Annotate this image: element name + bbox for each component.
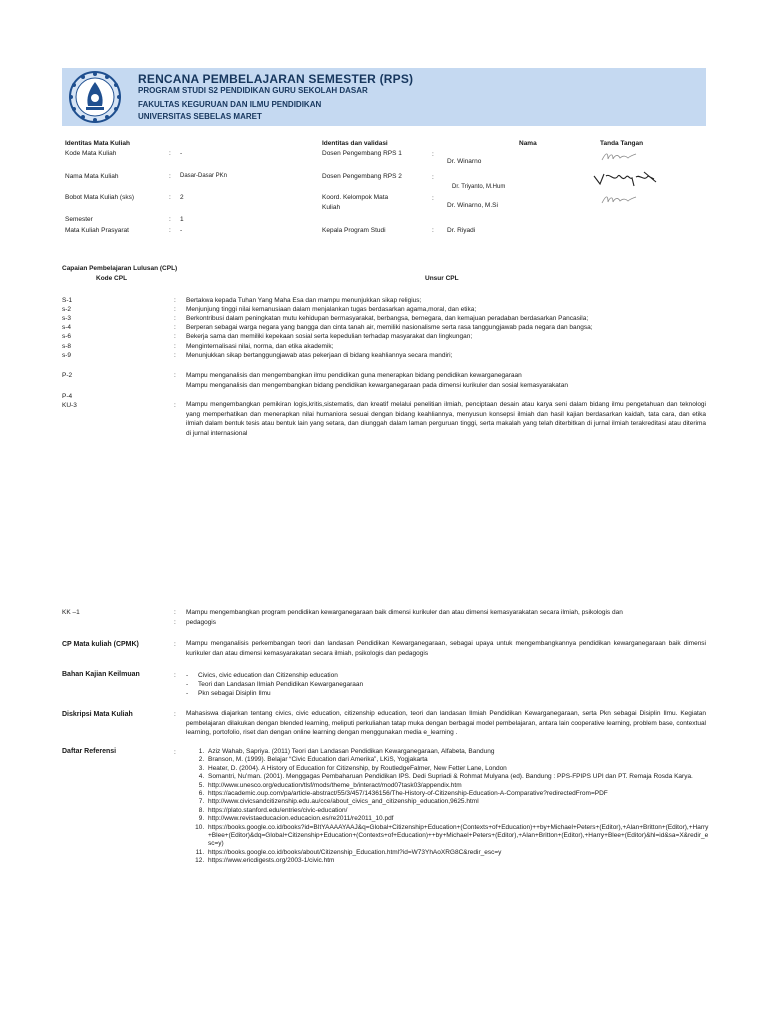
id-value-kode: - bbox=[180, 150, 183, 157]
id-value-nama: Dasar-Dasar PKn bbox=[180, 173, 228, 179]
cpl-text-kk1-line2: pedagogis bbox=[186, 619, 216, 626]
cpl-text-p2-line2: Mampu menganalisis dan mengembangkan bidang pendidikan kewarganegaraan pada dimensi kurikuler dan sosial kemasyarakatan bbox=[186, 382, 568, 389]
reference-link[interactable]: 9. http://www.revistaeducacion.educacion.es/re2011/re2011_10.pdf bbox=[206, 815, 710, 823]
val-colon: : bbox=[432, 174, 434, 181]
cpl-text: Bertakwa kepada Tuhan Yang Maha Esa dan mampu menunjukkan sikap religius; bbox=[186, 297, 422, 304]
cpmk-text: Mampu menganalisis perkembangan teori dan landasan Pendidikan Kewarganegaraan, sebagai upaya untuk mengembangkannya pendidikan kewarganegaraan baik dimensi kurikuler dan atau dimensi kemasyarakatan secara ilmiah, psikologis dan pedagogis bbox=[186, 640, 706, 657]
cpmk-label: CP Mata kuliah (CPMK) bbox=[62, 641, 139, 648]
id-value-semester: 1 bbox=[180, 216, 184, 223]
id-colon: : bbox=[169, 150, 171, 157]
val-colon: : bbox=[432, 195, 434, 202]
cpl-code-ku3: KU-3 bbox=[62, 402, 77, 409]
deskripsi-text: Mahasiswa diajarkan tentang civics, civic education, citizenship education, teori dan landasan Ilmiah Pendidikan Kewarganegaraan, serta Pkn sebagai Disiplin Ilmu. Kegiatan pembelajaran dilakukan dengan blended learning, meliputi perkuliahan tatap muka dengan berbagai model pembelajaran, antara lain cooperative learning, problem base, contextual learning, portofolio, riset dan dengan online learning dengan menggunakan media e_learning . bbox=[186, 710, 706, 736]
val-colon: : bbox=[432, 151, 434, 158]
cpl-code: s-3 bbox=[62, 315, 72, 322]
cpl-col-kode: Kode CPL bbox=[96, 275, 128, 282]
cpl-colon: : bbox=[174, 609, 176, 616]
val-name-kaprodi: Dr. Riyadi bbox=[447, 227, 476, 234]
program-name: PROGRAM STUDI S2 PENDIDIKAN GURU SEKOLAH DASAR bbox=[138, 86, 368, 95]
id-label-prasyarat: Mata Kuliah Prasyarat bbox=[65, 227, 129, 234]
val-name-rps2: Dr. Triyanto, M.Hum bbox=[452, 184, 506, 190]
cpl-text: Berkontribusi dalam peningkatan mutu kehidupan bermasyarakat, berbangsa, bernegara, dan kemajuan peradaban berdasarkan Pancasila; bbox=[186, 315, 589, 322]
reference-link[interactable]: 12. https://www.ericdigests.org/2003-1/civic.htm bbox=[206, 857, 710, 865]
bahan-item: Pkn sebagai Disiplin Ilmu bbox=[198, 690, 271, 697]
cpl-colon: : bbox=[174, 619, 176, 626]
deskripsi-colon: : bbox=[174, 711, 176, 718]
cpl-text: Berperan sebagai warga negara yang bangga dan cinta tanah air, memiliki nasionalisme serta rasa tanggungjawab pada negara dan bangsa; bbox=[186, 324, 593, 331]
val-label-koord-2: Kuliah bbox=[322, 204, 341, 211]
cpl-heading: Capaian Pembelajaran Lulusan (CPL) bbox=[62, 265, 178, 272]
reference-link[interactable]: 6. https://academic.oup.com/pa/article-abstract/55/3/457/1436156/The-History-of-Citizenship-Education-A-Comparative?redirectedFrom=PDF bbox=[206, 790, 710, 798]
id-colon: : bbox=[169, 194, 171, 201]
cpl-code: S-1 bbox=[62, 297, 73, 304]
cpl-text: Menjunjung tinggi nilai kemanusiaan dalam menjalankan tugas berdasarkan agama,moral, dan etika; bbox=[186, 306, 477, 313]
id-label-nama: Nama Mata Kuliah bbox=[65, 173, 119, 180]
cpl-code-kk1: KK –1 bbox=[62, 609, 80, 616]
val-label-rps1: Dosen Pengembang RPS 1 bbox=[322, 150, 402, 157]
id-colon: : bbox=[169, 227, 171, 234]
id-label-kode: Kode Mata Kuliah bbox=[65, 150, 117, 157]
reference-link[interactable]: 7. http://www.civicsandcitizenship.edu.au/cce/about_civics_and_citizenship_education,9625.html bbox=[206, 798, 710, 806]
val-name-rps1: Dr. Winarno bbox=[447, 158, 482, 165]
cpl-text-ku3: Mampu mengembangkan pemikiran logis,kritis,sistematis, dan kreatif melalui penelitian ilmiah, penciptaan desain atau karya seni dalam bidang ilmu pengetahuan dan teknologi yang memperhatikan dan menerapkan nilai humaniora sesuai dengan bidang keahliannya, menyusun konsepsi ilmiah dan hasil kajian berdasarkan kaidah, tata cara, dan etika ilmiah dalam bentuk tesis atau bentuk lain yang setara, dan diunggah dalam laman perguruan tinggi, serta makalah yang telah diterbitkan di jurnal ilmiah terakreditasi atau diterima di jurnal internasional bbox=[186, 401, 706, 437]
cpl-text-kk1-line1: Mampu mengembangkan program pendidikan kewarganegaraan baik dimensi kurikuler dan atau dimensi kemasyarakatan secara ilmiah, psikologis dan bbox=[186, 609, 623, 616]
cpl-colon: : bbox=[174, 372, 176, 379]
identitas-heading: Identitas Mata Kuliah bbox=[65, 140, 131, 147]
bullet-icon: - bbox=[186, 681, 189, 688]
reference-link[interactable]: 8. https://plato.stanford.edu/entries/civic-education/ bbox=[206, 807, 710, 815]
referensi-label: Daftar Referensi bbox=[62, 748, 117, 755]
bahan-item: Teori dan Landasan Ilmiah Pendidikan Kewarganegaraan bbox=[198, 681, 364, 688]
cpl-colon: : bbox=[174, 315, 176, 322]
signature-winarno-1-icon bbox=[600, 150, 638, 164]
cpl-colon: : bbox=[174, 306, 176, 313]
cpl-col-unsur: Unsur CPL bbox=[425, 275, 459, 282]
id-value-prasyarat: - bbox=[180, 227, 183, 234]
cpl-code-p4: P-4 bbox=[62, 393, 73, 400]
cpl-text: Menginternalisasi nilai, norma, dan etika akademik; bbox=[186, 343, 334, 350]
cpmk-colon: : bbox=[174, 641, 176, 648]
cpl-colon: : bbox=[174, 297, 176, 304]
reference-item: 1. Aziz Wahab, Sapriya. (2011) Teori dan Landasan Pendidikan Kewarganegaraan, Alfabeta, Bandung bbox=[206, 748, 710, 756]
val-label-koord: Koord. Kelompok Mata bbox=[322, 194, 389, 201]
cpl-colon: : bbox=[174, 343, 176, 350]
id-label-semester: Semester bbox=[65, 216, 93, 223]
bahan-colon: : bbox=[174, 672, 176, 679]
cpl-code: s-2 bbox=[62, 306, 72, 313]
reference-item: 2. Branson, M. (1999). Belajar “Civic Education dari Amerika”, LKiS, Yogjakarta bbox=[206, 756, 710, 764]
bullet-icon: - bbox=[186, 672, 189, 679]
bahan-item: Civics, civic education dan Citizenship education bbox=[198, 672, 338, 679]
referensi-colon: : bbox=[174, 749, 176, 756]
id-value-bobot: 2 bbox=[180, 194, 184, 201]
cpl-text: Menunjukkan sikap bertanggungjawab atas pekerjaan di bidang keahliannya secara mandiri; bbox=[186, 352, 453, 359]
deskripsi-label: Diskripsi Mata Kuliah bbox=[62, 711, 133, 718]
cpl-colon: : bbox=[174, 402, 176, 409]
reference-link[interactable]: 11. https://books.google.co.id/books/about/Citizenship_Education.html?id=W73YhAoXRG8C&redir_esc=y bbox=[206, 849, 710, 857]
reference-item: 3. Heater, D. (2004). A History of Education for Citizenship, by RoutledgeFalmer, New Fetter Lane, London bbox=[206, 765, 710, 773]
cpl-code: s-9 bbox=[62, 352, 72, 359]
cpl-colon: : bbox=[174, 333, 176, 340]
reference-link[interactable]: 5. http://www.unesco.org/education/tlsf/mods/theme_b/interact/mod07task03/appendix.htm bbox=[206, 782, 710, 790]
reference-list bbox=[180, 748, 710, 866]
col-nama-header: Nama bbox=[519, 140, 537, 147]
cpl-colon: : bbox=[174, 324, 176, 331]
cpl-colon: : bbox=[174, 352, 176, 359]
signature-winarno-2-icon bbox=[600, 193, 638, 207]
cpl-code: s-6 bbox=[62, 333, 72, 340]
university-name: UNIVERSITAS SEBELAS MARET bbox=[138, 112, 262, 121]
cpl-code: s-4 bbox=[62, 324, 72, 331]
id-colon: : bbox=[169, 173, 171, 180]
id-colon: : bbox=[169, 216, 171, 223]
val-colon: : bbox=[432, 227, 434, 234]
col-ttd-header: Tanda Tangan bbox=[600, 140, 644, 147]
signature-triyanto-icon bbox=[592, 170, 660, 188]
cpl-code: s-8 bbox=[62, 343, 72, 350]
id-label-bobot: Bobot Mata Kuliah (sks) bbox=[65, 194, 135, 201]
bahan-label: Bahan Kajian Keilmuan bbox=[62, 671, 140, 678]
reference-item: 4. Somantri, Nu’man. (2001). Menggagas Pembaharuan Pendidikan IPS. Dedi Supriadi & Rohmat Mulyana (ed). Bandung : PPS-FPIPS UPI dan PT. Remaja Rosda Karya. bbox=[206, 773, 710, 781]
val-label-kaprodi: Kepala Program Studi bbox=[322, 227, 386, 234]
cpl-text-p2-line1: Mampu menganalisis dan mengembangkan ilmu pendidikan guna menerapkan bidang pendidikan kewarganegaraan bbox=[186, 372, 522, 379]
faculty-name: FAKULTAS KEGURUAN DAN ILMU PENDIDIKAN bbox=[138, 100, 322, 109]
reference-link[interactable]: 10. https://books.google.co.id/books?id=BItYAAAAYAAJ&q=Global+Citizenship+Education+(Contexts+of+Education)++by+Michael+Peters+(Editor),+Alan+Britton+(Editor),+Harry+Blee+(Editor)&dq=Global+Citizenship+Education+(Contexts+of+Education)++by+Michael+Peters+(Editor),+Alan+Britton+(Editor),+Harry+Blee+(Editor)&hl=id&sa=X&redir_esc=y) bbox=[206, 824, 710, 849]
validasi-heading: Identitas dan validasi bbox=[322, 140, 388, 147]
val-name-koord: Dr. Winarno, M.Si bbox=[447, 202, 498, 209]
cpl-code-p2: P-2 bbox=[62, 372, 73, 379]
bullet-icon: - bbox=[186, 690, 189, 697]
val-label-rps2: Dosen Pengembang RPS 2 bbox=[322, 173, 402, 180]
document-title: RENCANA PEMBELAJARAN SEMESTER (RPS) bbox=[138, 72, 414, 86]
cpl-text: Bekerja sama dan memiliki kepekaan sosial serta kepedulian terhadap masyarakat dan lingkungan; bbox=[186, 333, 473, 340]
university-logo-icon bbox=[66, 70, 124, 124]
